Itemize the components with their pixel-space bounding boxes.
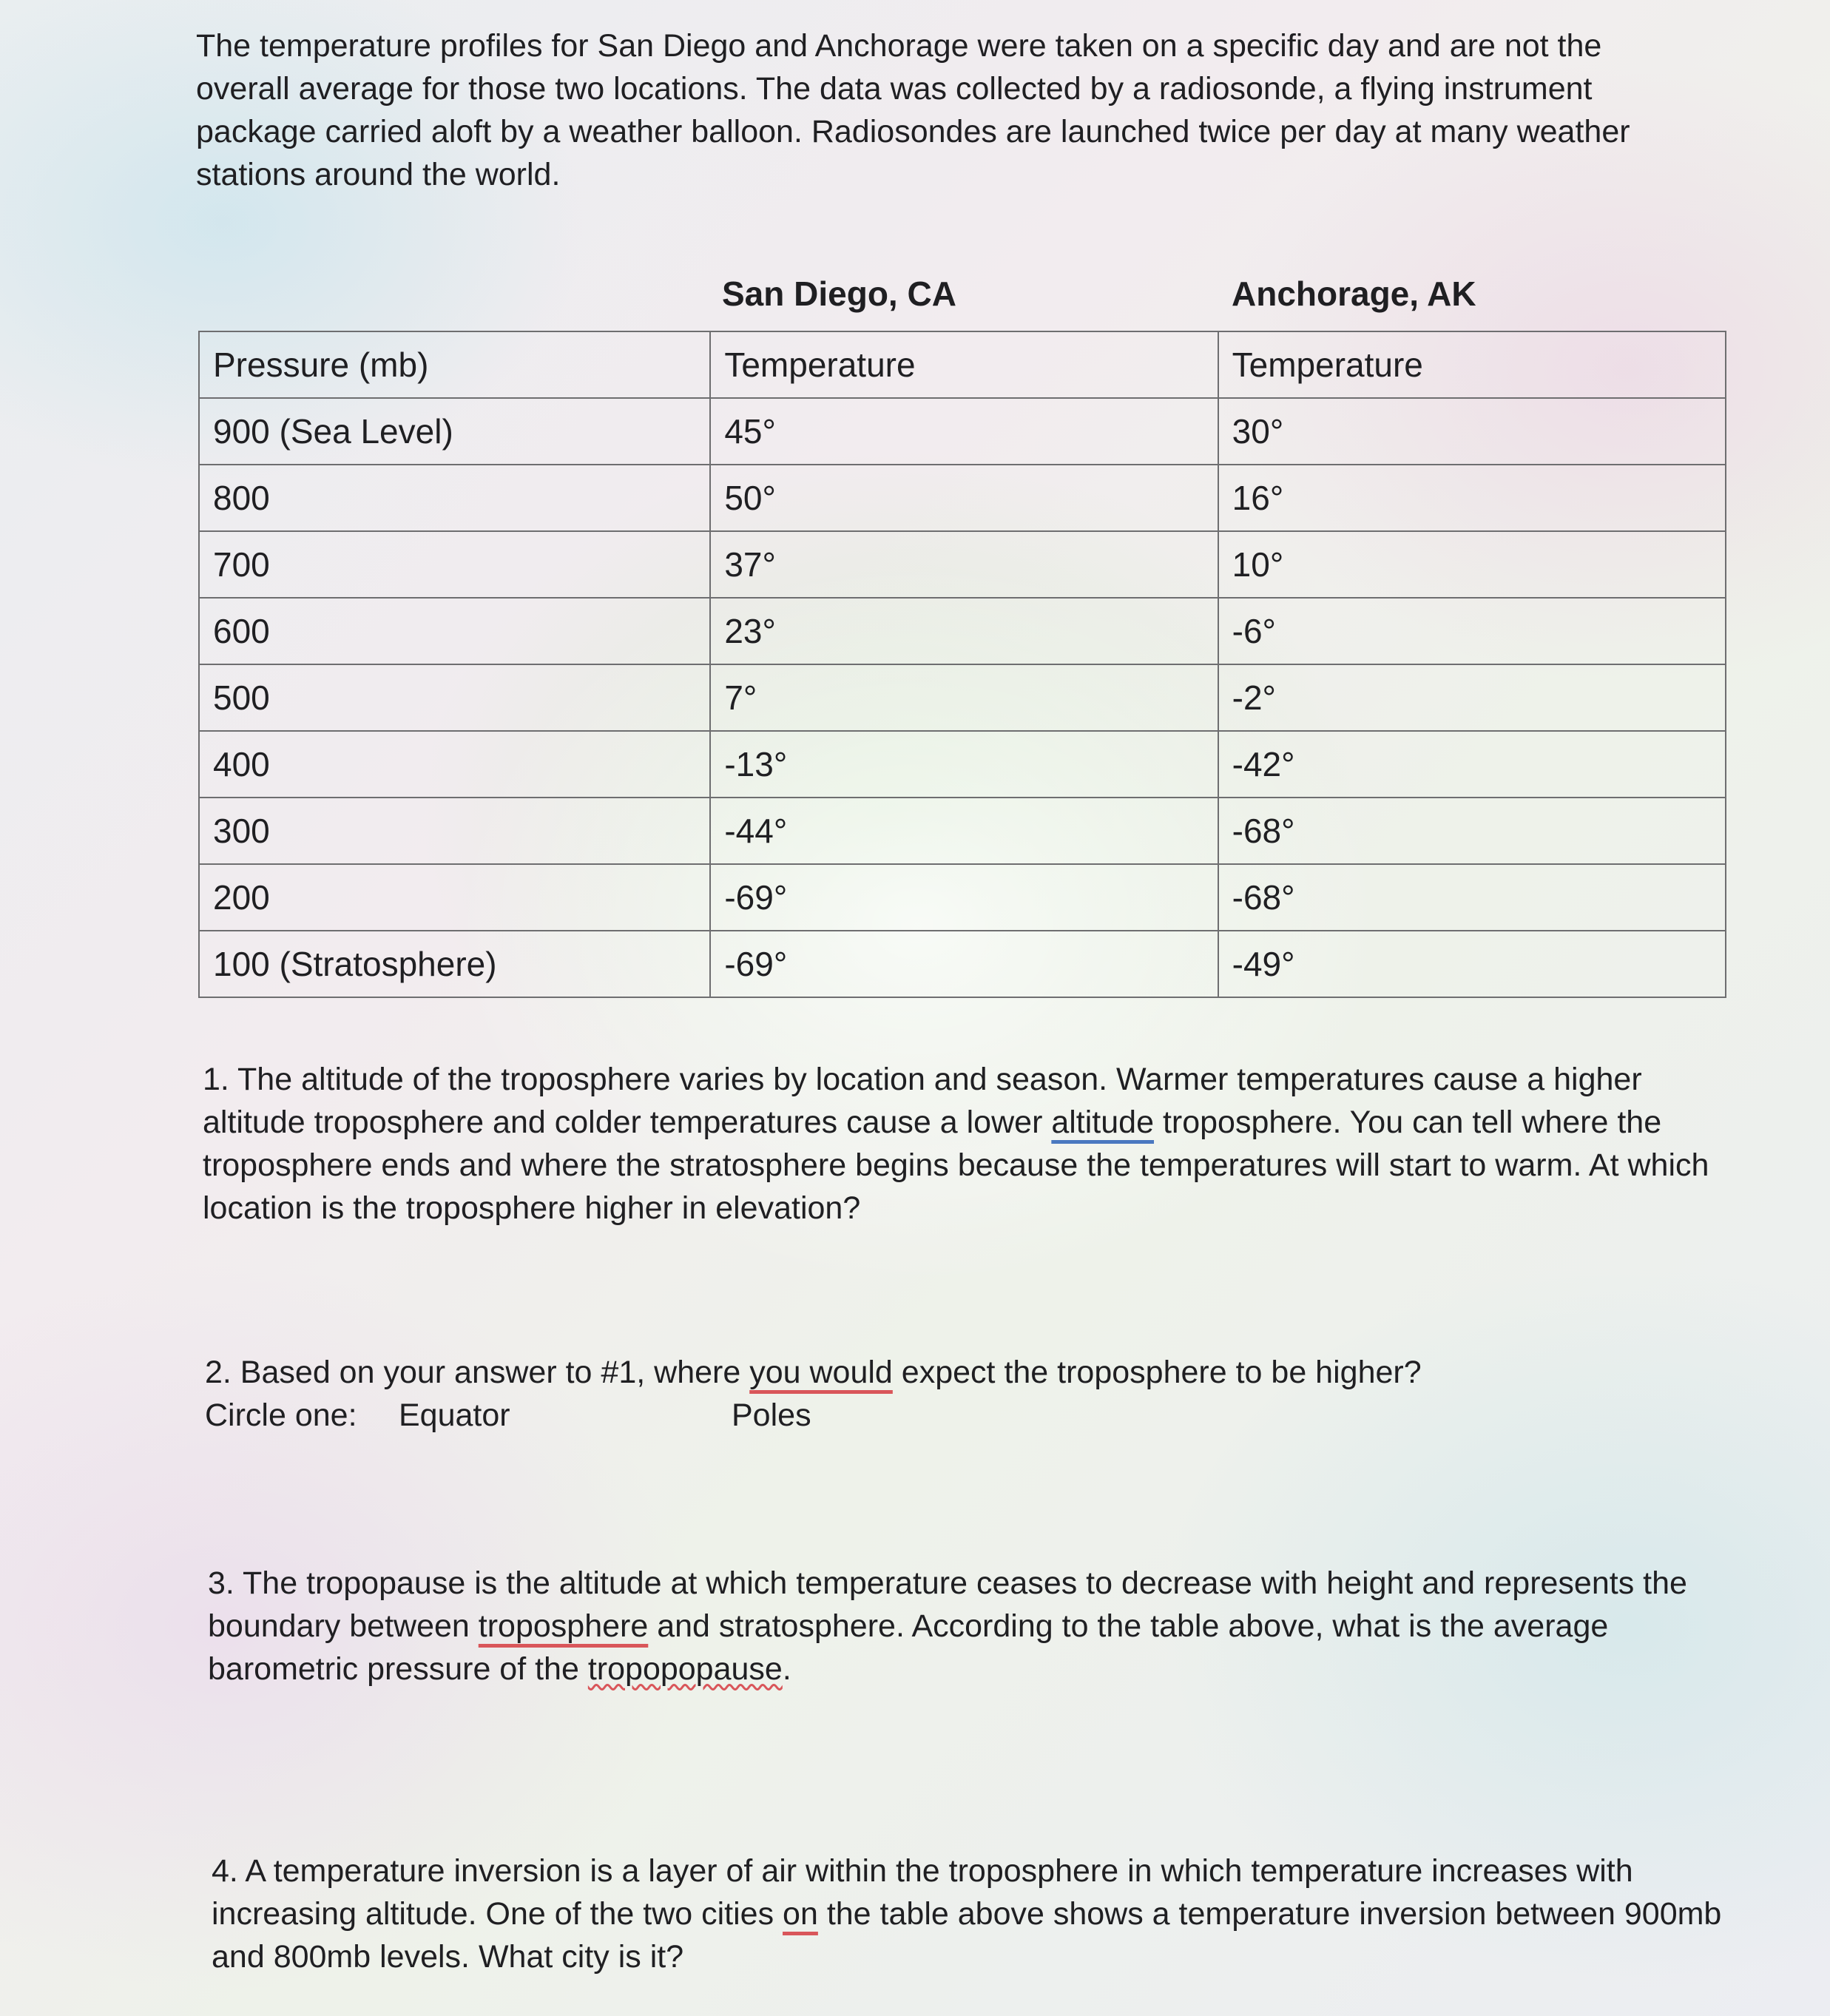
question-4 bbox=[212, 1850, 1735, 1978]
pressure-cell: 500 bbox=[199, 664, 710, 731]
table-row bbox=[199, 531, 1726, 598]
question-3-text-start: 3. The tropopause is the altitude at which temperature ceases to decrease with height and represents the boundary between bbox=[208, 1565, 1687, 1644]
table-row bbox=[199, 398, 1726, 465]
question-1 bbox=[203, 1058, 1741, 1230]
table-row bbox=[199, 731, 1726, 798]
san-diego-temp-cell: 37° bbox=[710, 531, 1218, 598]
question-1-text-end: troposphere. You can tell where the troposphere ends and where the stratosphere begins because the temperatures will start to warm. At which location is the troposphere higher in elevation? bbox=[203, 1105, 1709, 1226]
table-row bbox=[199, 664, 1726, 731]
anchorage-temp-cell: -2° bbox=[1218, 664, 1726, 731]
option-equator[interactable]: Equator bbox=[399, 1398, 510, 1433]
question-2-text-end: expect the troposphere to be higher? bbox=[892, 1355, 1422, 1390]
header-cell-temp-ak: Temperature bbox=[1218, 331, 1726, 398]
table-row bbox=[199, 931, 1726, 997]
anchorage-temp-cell: 10° bbox=[1218, 531, 1726, 598]
grammar-underlined-phrase: you would bbox=[749, 1355, 893, 1390]
pressure-cell: 100 (Stratosphere) bbox=[199, 931, 710, 997]
table-row bbox=[199, 598, 1726, 664]
table-row bbox=[199, 864, 1726, 931]
san-diego-temp-cell: 7° bbox=[710, 664, 1218, 731]
misspelled-word: tropopopause bbox=[587, 1651, 783, 1687]
intro-paragraph: The temperature profiles for San Diego and Anchorage were taken on a specific day and are not the overall average for those two locations. The data was collected by a radiosonde, a flying instrument package carried aloft by a weather balloon. Radiosondes are launched twice per day at many weather stations around the world. bbox=[196, 28, 1630, 192]
table-row bbox=[199, 798, 1726, 864]
question-3-text-end: . bbox=[782, 1651, 791, 1687]
anchorage-temp-cell: 16° bbox=[1218, 465, 1726, 531]
question-1-text-start: 1. The altitude of the troposphere varies by location and season. Warmer temperatures cause a higher altitude troposphere and colder temperatures cause a lower bbox=[203, 1062, 1642, 1140]
question-2 bbox=[205, 1351, 1610, 1437]
circle-one-row bbox=[205, 1394, 1610, 1437]
question-2-prompt bbox=[205, 1351, 1610, 1394]
pressure-cell: 900 (Sea Level) bbox=[199, 398, 710, 465]
temperature-table bbox=[198, 331, 1726, 998]
column-title-anchorage: Anchorage, AK bbox=[1232, 274, 1476, 313]
question-2-text-start: 2. Based on your answer to #1, where bbox=[205, 1355, 750, 1390]
table-header-row bbox=[199, 331, 1726, 398]
grammar-underlined-word: on bbox=[783, 1896, 818, 1932]
anchorage-temp-cell: -6° bbox=[1218, 598, 1726, 664]
circle-one-label: Circle one: bbox=[205, 1398, 357, 1433]
header-cell-pressure: Pressure (mb) bbox=[199, 331, 710, 398]
grammar-underlined-word: altitude bbox=[1051, 1105, 1155, 1140]
anchorage-temp-cell: -68° bbox=[1218, 864, 1726, 931]
san-diego-temp-cell: -13° bbox=[710, 731, 1218, 798]
option-poles[interactable]: Poles bbox=[732, 1398, 811, 1433]
header-cell-temp-sd: Temperature bbox=[710, 331, 1218, 398]
table-row bbox=[199, 465, 1726, 531]
question-3 bbox=[208, 1562, 1739, 1690]
san-diego-temp-cell: -69° bbox=[710, 864, 1218, 931]
san-diego-temp-cell: 50° bbox=[710, 465, 1218, 531]
san-diego-temp-cell: 23° bbox=[710, 598, 1218, 664]
pressure-cell: 600 bbox=[199, 598, 710, 664]
column-title-san-diego: San Diego, CA bbox=[722, 274, 956, 313]
anchorage-temp-cell: -49° bbox=[1218, 931, 1726, 997]
anchorage-temp-cell: -68° bbox=[1218, 798, 1726, 864]
anchorage-temp-cell: -42° bbox=[1218, 731, 1726, 798]
question-4-text-end: the table above shows a temperature inversion between 900mb and 800mb levels. What city is it? bbox=[212, 1896, 1722, 1975]
question-4-text-start: 4. A temperature inversion is a layer of air within the troposphere in which temperature increases with increasing altitude. One of the two cities bbox=[212, 1853, 1633, 1932]
san-diego-temp-cell: 45° bbox=[710, 398, 1218, 465]
pressure-cell: 700 bbox=[199, 531, 710, 598]
pressure-cell: 800 bbox=[199, 465, 710, 531]
san-diego-temp-cell: -69° bbox=[710, 931, 1218, 997]
question-3-text-middle: and stratosphere. According to the table above, what is the average barometric pressure of the bbox=[208, 1608, 1609, 1687]
pressure-cell: 300 bbox=[199, 798, 710, 864]
pressure-cell: 200 bbox=[199, 864, 710, 931]
anchorage-temp-cell: 30° bbox=[1218, 398, 1726, 465]
grammar-underlined-word: troposphere bbox=[478, 1608, 649, 1644]
pressure-cell: 400 bbox=[199, 731, 710, 798]
san-diego-temp-cell: -44° bbox=[710, 798, 1218, 864]
